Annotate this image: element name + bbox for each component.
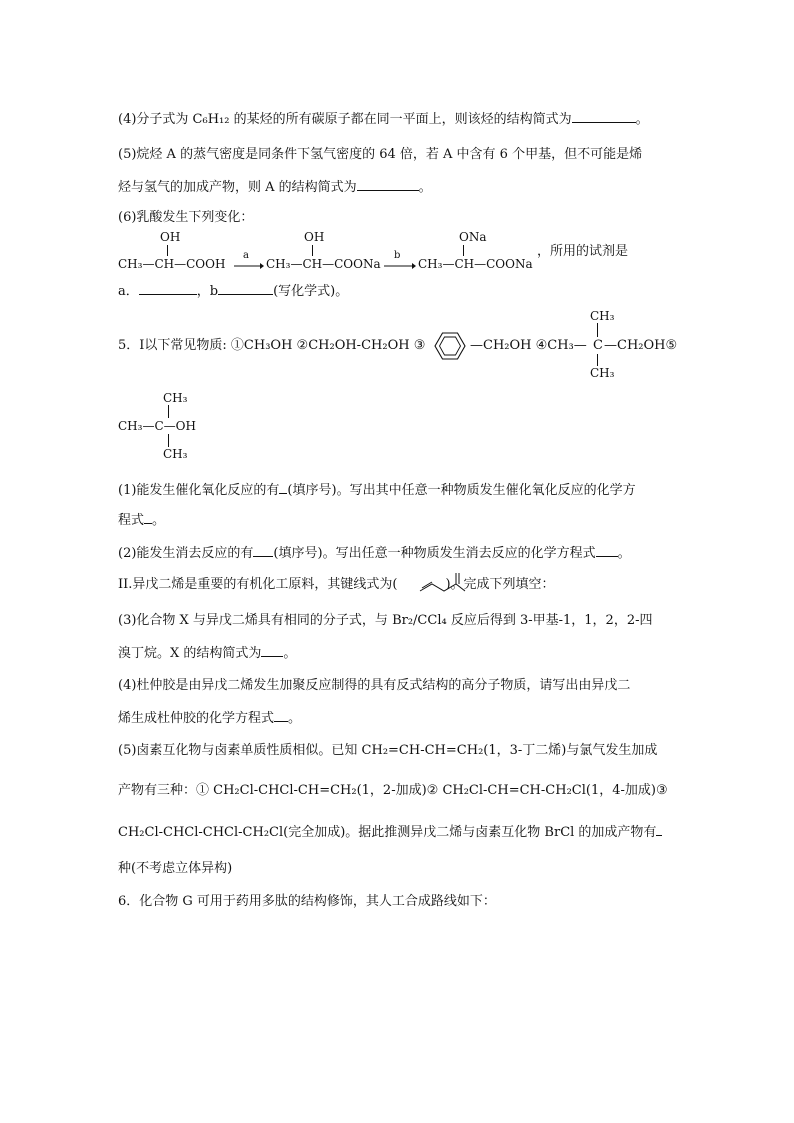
question-4 bbox=[118, 109, 649, 129]
q6-answer-b-blank[interactable] bbox=[218, 281, 273, 295]
question-6-title: (6)乳酸发生下列变化： bbox=[118, 210, 254, 225]
c4-bottom-methyl: CH₃ bbox=[590, 366, 615, 380]
p5-q1-text-b: (填序号)。写出其中任意一种物质发生催化氧化反应的化学方 bbox=[287, 483, 636, 498]
arrow-b-icon bbox=[384, 262, 416, 270]
arrow-a-label: a bbox=[243, 250, 249, 261]
q4-end: 。 bbox=[635, 112, 649, 127]
m3-formula: CH₃—CH—COONa bbox=[418, 257, 533, 271]
p5-q2-blank[interactable] bbox=[253, 543, 273, 557]
p5-q3-end: 。 bbox=[283, 646, 297, 661]
benzene-ring-icon bbox=[432, 328, 468, 364]
p5-q5-blank[interactable] bbox=[656, 822, 662, 836]
p5-q1-line2-end: 。 bbox=[152, 513, 166, 528]
c4-top-methyl: CH₃ bbox=[590, 309, 615, 323]
q4-text: (4)分子式为 C₆H₁₂ 的某烃的所有碳原子都在同一平面上，则该烃的结构简式为 bbox=[118, 112, 572, 127]
c5-bond-bottom bbox=[168, 434, 169, 447]
p5-q4-line1: (4)杜仲胶是由异戊二烯发生加聚反应制得的具有反式结构的高分子物质，请写出由异戊二 bbox=[118, 678, 631, 693]
q6-tail: ，所用的试剂是 bbox=[537, 244, 629, 259]
q4-answer-blank[interactable] bbox=[572, 109, 636, 123]
m1-bond bbox=[167, 245, 168, 256]
m3-top-group: ONa bbox=[459, 230, 487, 244]
q6-answer-a-label: a． bbox=[118, 284, 139, 299]
p5-q2-text: (2)能发生消去反应的有 bbox=[118, 546, 254, 561]
p5-q3-blank[interactable] bbox=[261, 643, 283, 657]
isoprene-skeletal-icon bbox=[418, 571, 466, 595]
q6-answer-note: (写化学式)。 bbox=[273, 284, 349, 299]
c5-top-methyl: CH₃ bbox=[163, 391, 188, 405]
q6-answer-b-label: ，b bbox=[196, 284, 219, 299]
p5-q5-line2: 产物有三种：① CH₂Cl-CHCl-CH=CH₂(1，2-加成)② CH₂Cl-CH=CH-CH₂Cl(1，4-加成)③ bbox=[118, 783, 668, 798]
p5-q1-text: (1)能发生催化氧化反应的有 bbox=[118, 483, 280, 498]
p5-q1-line2 bbox=[118, 510, 165, 530]
question-5-line1: (5)烷烃 A 的蒸气密度是同条件下氢气密度的 64 倍，若 A 中含有 6 个甲基，但不可能是烯 bbox=[118, 147, 643, 162]
q5-end: 。 bbox=[418, 180, 432, 195]
p5-q2-text-b: (填序号)。写出任意一种物质发生消去反应的化学方程式 bbox=[273, 546, 596, 561]
p5-q3-line2 bbox=[118, 643, 296, 663]
p5-q2 bbox=[118, 543, 631, 563]
c4-bond-top bbox=[597, 323, 598, 337]
p5-intro-line bbox=[118, 337, 425, 355]
q6-answers bbox=[118, 281, 348, 301]
p5-q1-equation-blank[interactable] bbox=[144, 510, 152, 524]
m1-formula: CH₃—CH—COOH bbox=[118, 257, 226, 271]
p5-q5-line3 bbox=[118, 822, 662, 842]
p5-q1-line2-text: 程式 bbox=[118, 513, 145, 528]
p5-q4-end: 。 bbox=[288, 711, 302, 726]
p5-q3-text: 溴丁烷。X 的结构简式为 bbox=[118, 646, 262, 661]
problem-6: 6．化合物 G 可用于药用多肽的结构修饰，其人工合成路线如下： bbox=[118, 894, 496, 909]
c5-bond-top bbox=[168, 405, 169, 418]
p5-q2-equation-blank[interactable] bbox=[596, 543, 618, 557]
p5-part2-end: )。完成下列填空： bbox=[445, 577, 555, 592]
p5-q5-line1: (5)卤素互化物与卤素单质性质相似。已知 CH₂=CH-CH=CH₂(1，3-丁二烯)与氯气发生加成 bbox=[118, 743, 658, 758]
m2-bond bbox=[312, 245, 313, 256]
m2-formula: CH₃—CH—COONa bbox=[266, 257, 381, 271]
c5-main: CH₃—C—OH bbox=[118, 419, 196, 433]
m1-top-group: OH bbox=[160, 230, 181, 244]
arrow-a-icon bbox=[234, 262, 264, 270]
c4-central-carbon: C bbox=[593, 338, 603, 353]
c4-tail: —CH₂OH⑤ bbox=[604, 338, 678, 353]
p5-benz-tail: —CH₂OH ④CH₃— bbox=[470, 338, 587, 353]
c5-bottom-methyl: CH₃ bbox=[163, 447, 188, 461]
p5-q5-line4: 种(不考虑立体异构) bbox=[118, 861, 233, 876]
c4-bond-bottom bbox=[597, 354, 598, 366]
q6-answer-a-blank[interactable] bbox=[139, 281, 197, 295]
p5-q4-line2 bbox=[118, 708, 301, 728]
question-5-line2 bbox=[118, 177, 432, 197]
p5-q3-line1: (3)化合物 X 与异戊二烯具有相同的分子式，与 Br₂/CCl₄ 反应后得到 3-甲基-1，1，2，2-四 bbox=[118, 613, 653, 628]
p5-part2-text: II.异戊二烯是重要的有机化工原料，其键线式为( bbox=[118, 577, 398, 592]
arrow-b-label: b bbox=[394, 250, 401, 261]
p5-q1-line1 bbox=[118, 480, 636, 500]
p5-q5-text: CH₂Cl-CHCl-CHCl-CH₂Cl(完全加成)。据此推测异戊二烯与卤素互化物 BrCl 的加成产物有 bbox=[118, 825, 657, 840]
m3-bond bbox=[463, 245, 464, 256]
p5-part2 bbox=[118, 576, 555, 594]
q5-answer-blank[interactable] bbox=[357, 177, 419, 191]
q5-line2-text: 烃与氢气的加成产物，则 A 的结构简式为 bbox=[118, 180, 357, 195]
p5-q4-blank[interactable] bbox=[274, 708, 288, 722]
p5-q4-text: 烯生成杜仲胶的化学方程式 bbox=[118, 711, 275, 726]
p5-intro: 5．I以下常见物质: ①CH₃OH ②CH₂OH-CH₂OH ③ bbox=[118, 338, 426, 353]
m2-top-group: OH bbox=[304, 230, 325, 244]
p5-q2-end: 。 bbox=[617, 546, 631, 561]
